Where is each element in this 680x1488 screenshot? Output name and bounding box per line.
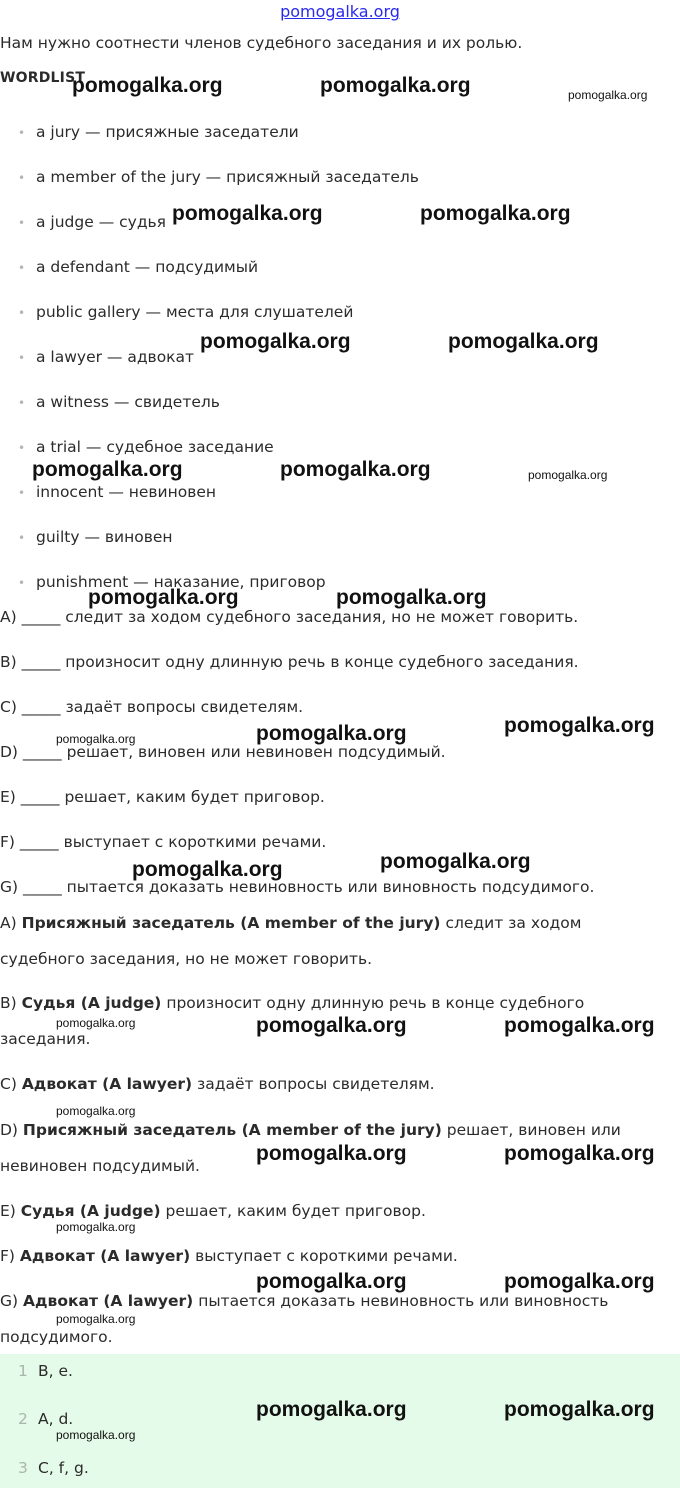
answer-paragraph [0, 905, 670, 977]
answer-prefix: A) [0, 914, 17, 932]
bullet-icon: • [18, 576, 26, 590]
answer-paragraph [0, 1238, 670, 1274]
answer-text: решает, виновен или невиновен подсудимый. [0, 1121, 621, 1175]
wordlist-item [18, 348, 194, 366]
answer-prefix: D) [0, 1121, 18, 1139]
watermark: pomogalka.org [504, 1398, 655, 1421]
answer-text: произносит одну длинную речь в конце судебного заседания. [0, 994, 585, 1048]
watermark: pomogalka.org [336, 586, 487, 609]
question-line: B) _____ произносит одну длинную речь в конце судебного заседания. [0, 653, 579, 671]
wordlist-item-text: a judge — судья [36, 213, 166, 231]
watermark: pomogalka.org [72, 74, 223, 97]
wordlist-item [18, 303, 353, 321]
wordlist-item-text: a defendant — подсудимый [36, 258, 259, 276]
answer-prefix: C) [0, 1075, 17, 1093]
question-line: A) _____ следит за ходом судебного заседания, но не может говорить. [0, 608, 579, 626]
question-line: D) _____ решает, виновен или невиновен подсудимый. [0, 743, 446, 761]
bullet-icon: • [18, 441, 26, 455]
watermark: pomogalka.org [504, 714, 655, 737]
watermark: pomogalka.org [504, 1014, 655, 1037]
answer-key-number: 3 [18, 1459, 28, 1477]
wordlist-item [18, 483, 216, 501]
answer-key-row [18, 1362, 73, 1380]
wordlist-item-text: public gallery — места для слушателей [36, 303, 354, 321]
watermark: pomogalka.org [56, 1220, 136, 1234]
watermark: pomogalka.org [256, 1398, 407, 1421]
wordlist-item-text: a jury — присяжные заседатели [36, 123, 299, 141]
answer-text: решает, каким будет приговор. [165, 1202, 426, 1220]
intro-text: Нам нужно соотнести членов судебного заседания и их ролью. [0, 34, 523, 52]
wordlist-item [18, 393, 220, 411]
answer-key-text: A, d. [38, 1410, 74, 1428]
watermark: pomogalka.org [504, 1270, 655, 1293]
watermark: pomogalka.org [568, 88, 648, 102]
watermark: pomogalka.org [132, 858, 283, 881]
answer-paragraph [0, 1066, 670, 1102]
question-line: E) _____ решает, каким будет приговор. [0, 788, 325, 806]
answer-key-number: 1 [18, 1362, 28, 1380]
bullet-icon: • [18, 126, 26, 140]
watermark: pomogalka.org [420, 202, 571, 225]
watermark: pomogalka.org [56, 1104, 136, 1118]
answer-key-number: 2 [18, 1410, 28, 1428]
bullet-icon: • [18, 171, 26, 185]
answer-text: следит за ходом судебного заседания, но не может говорить. [0, 914, 582, 968]
answer-text: пытается доказать невиновность или виновность подсудимого. [0, 1292, 609, 1346]
bullet-icon: • [18, 486, 26, 500]
watermark: pomogalka.org [280, 458, 431, 481]
watermark: pomogalka.org [256, 1142, 407, 1165]
answer-role: Судья (A judge) [21, 994, 162, 1012]
answer-key-row [18, 1459, 89, 1477]
watermark: pomogalka.org [56, 732, 136, 746]
bullet-icon: • [18, 216, 26, 230]
wordlist-item [18, 123, 299, 141]
answer-key-text: B, e. [38, 1362, 73, 1380]
answer-role: Судья (A judge) [20, 1202, 161, 1220]
wordlist-item [18, 258, 258, 276]
wordlist-item-text: a witness — свидетель [36, 393, 220, 411]
wordlist-item [18, 168, 419, 186]
wordlist-item [18, 438, 274, 456]
watermark: pomogalka.org [448, 330, 599, 353]
answer-prefix: G) [0, 1292, 19, 1310]
wordlist-item-text: a member of the jury — присяжный заседатель [36, 168, 419, 186]
watermark: pomogalka.org [56, 1428, 136, 1442]
wordlist-item [18, 528, 173, 546]
answer-role: Адвокат (A lawyer) [23, 1292, 194, 1310]
answer-role: Адвокат (A lawyer) [21, 1075, 193, 1093]
watermark: pomogalka.org [88, 586, 239, 609]
watermark: pomogalka.org [256, 1270, 407, 1293]
wordlist-item [18, 213, 166, 231]
question-line: G) _____ пытается доказать невиновность или виновность подсудимого. [0, 878, 595, 896]
bullet-icon: • [18, 261, 26, 275]
bullet-icon: • [18, 531, 26, 545]
answer-text: задаёт вопросы свидетелям. [197, 1075, 435, 1093]
answer-text: выступает с короткими речами. [195, 1247, 458, 1265]
watermark: pomogalka.org [504, 1142, 655, 1165]
watermark: pomogalka.org [56, 1312, 136, 1326]
answer-role: Присяжный заседатель (A member of the jury) [22, 1121, 442, 1139]
answer-prefix: E) [0, 1202, 16, 1220]
answer-prefix: F) [0, 1247, 15, 1265]
question-line: C) _____ задаёт вопросы свидетелям. [0, 698, 304, 716]
watermark: pomogalka.org [256, 1014, 407, 1037]
answer-key-text: C, f, g. [38, 1459, 89, 1477]
bullet-icon: • [18, 351, 26, 365]
watermark: pomogalka.org [32, 458, 183, 481]
watermark: pomogalka.org [320, 74, 471, 97]
watermark: pomogalka.org [200, 330, 351, 353]
wordlist-item-text: a lawyer — адвокат [36, 348, 195, 366]
answer-key-row [18, 1410, 73, 1428]
site-link[interactable]: pomogalka.org [280, 2, 400, 21]
answer-role: Адвокат (A lawyer) [19, 1247, 191, 1265]
watermark: pomogalka.org [380, 850, 531, 873]
answer-role: Присяжный заседатель (A member of the jury) [21, 914, 441, 932]
bullet-icon: • [18, 396, 26, 410]
wordlist-title: WORDLIST [0, 70, 86, 86]
watermark: pomogalka.org [172, 202, 323, 225]
wordlist-item-text: guilty — виновен [36, 528, 173, 546]
wordlist-item-text: a trial — судебное заседание [36, 438, 274, 456]
bullet-icon: • [18, 306, 26, 320]
answer-prefix: B) [0, 994, 17, 1012]
watermark: pomogalka.org [528, 468, 608, 482]
watermark: pomogalka.org [56, 1016, 136, 1030]
question-line: F) _____ выступает с короткими речами. [0, 833, 327, 851]
wordlist-item-text: innocent — невиновен [36, 483, 217, 501]
wordlist-item-text: punishment — наказание, приговор [36, 573, 326, 591]
watermark: pomogalka.org [256, 722, 407, 745]
